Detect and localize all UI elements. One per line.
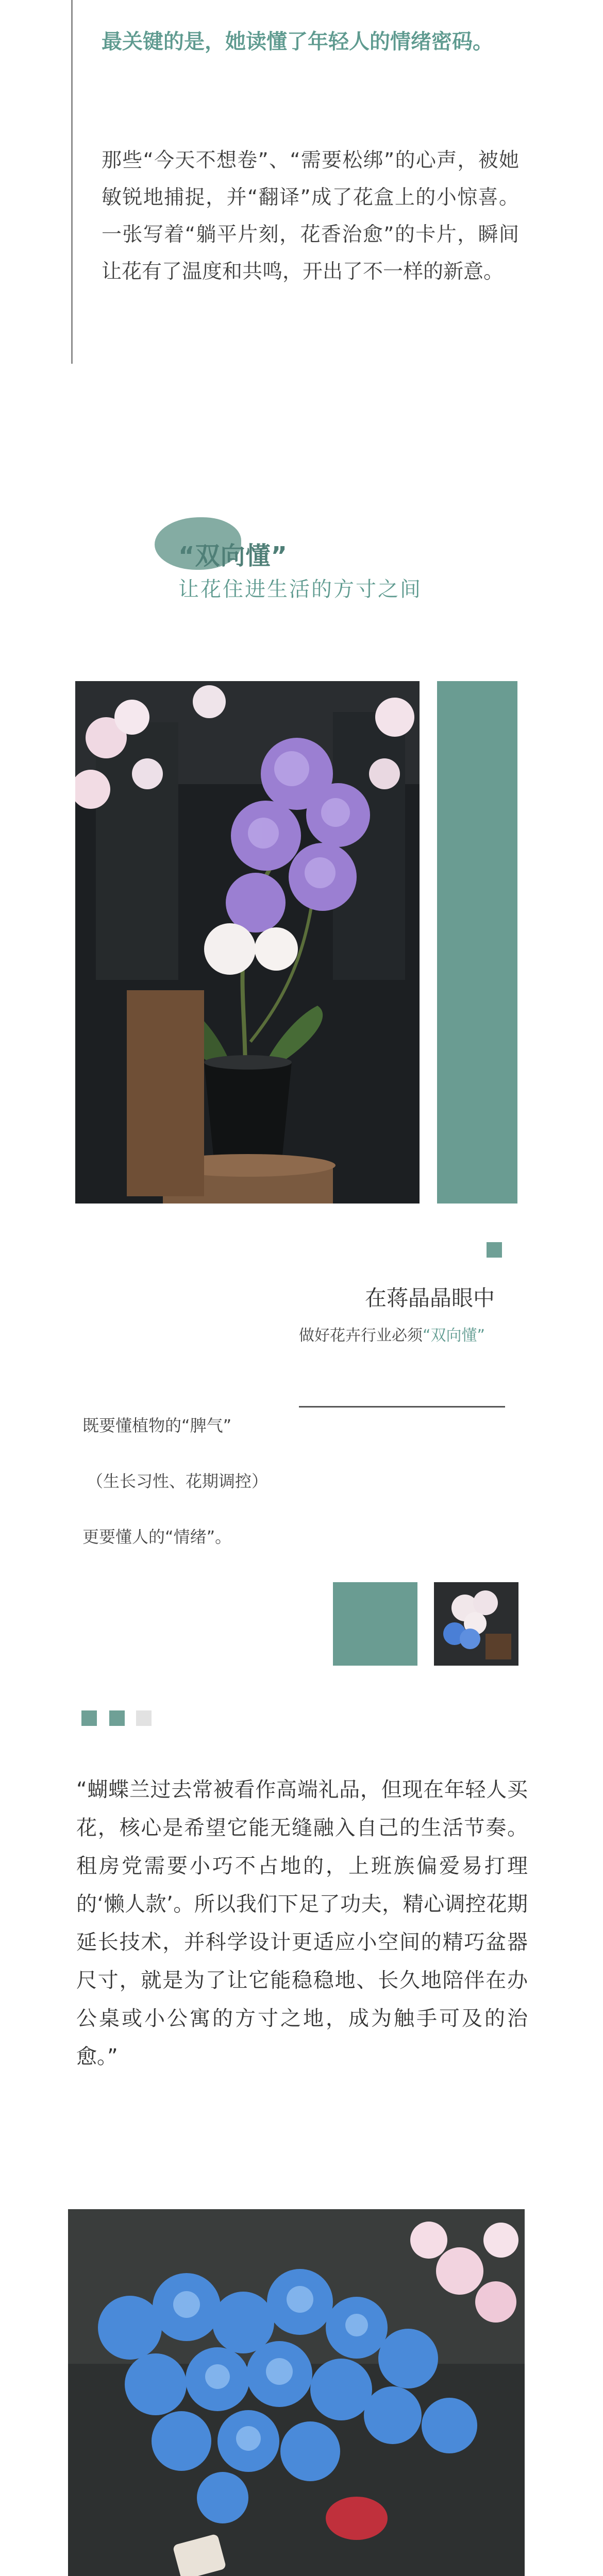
quote-heading: 最关键的是，她读懂了年轻人的情绪密码。 bbox=[102, 30, 493, 54]
hint-line: 更要懂人的“情绪”。 bbox=[82, 1527, 232, 1547]
teal-texture-thumbnail bbox=[333, 1582, 417, 1666]
caption-sub-highlight: “双向懂” bbox=[423, 1327, 485, 1345]
paragraph: “蝴蝶兰过去常被看作高端礼品，但现在年轻人买花，核心是希望它能无缝融入自己的生活节奏。租房党需要小巧不占地的，上班族偏爱易打理的‘懒人款’。所以我们下足了功夫，精心调控花期延长技术，并科学设计更适应小空间的精巧盆器尺寸，就是为了让它能稳稳地、长久地陪伴在办公桌或小公寓的方寸之地，成为触手可及的治愈。” bbox=[76, 1778, 528, 2069]
caption-name: 在蒋晶晶眼中 bbox=[365, 1285, 495, 1311]
dot-marker bbox=[109, 1710, 125, 1726]
hint-line: （生长习性、花期调控） bbox=[87, 1471, 269, 1491]
section-title: “双向懂” bbox=[178, 541, 288, 570]
section-subtitle: 让花住进生活的方寸之间 bbox=[178, 578, 422, 601]
orchid-photo-purple bbox=[75, 681, 420, 1204]
dot-marker bbox=[81, 1710, 97, 1726]
orchid-thumbnail-photo bbox=[434, 1582, 518, 1666]
quote-block bbox=[71, 0, 526, 364]
caption-sub-prefix: 做好花卉行业必须 bbox=[299, 1327, 423, 1345]
hint-line: 既要懂植物的“脾气” bbox=[82, 1416, 232, 1435]
teal-texture-panel bbox=[437, 681, 517, 1204]
dot-marker bbox=[136, 1710, 152, 1726]
caption-subline bbox=[299, 1323, 485, 1345]
orchid-photo-blue bbox=[68, 2209, 525, 2576]
divider-line bbox=[299, 1406, 505, 1408]
accent-square bbox=[487, 1242, 502, 1258]
quote-body: 那些“今天不想卷”、“需要松绑”的心声，被她敏锐地捕捉，并“翻译”成了花盒上的小惊喜。一张写着“躺平片刻，花香治愈”的卡片，瞬间让花有了温度和共鸣，开出了不一样的新意。 bbox=[102, 149, 519, 283]
